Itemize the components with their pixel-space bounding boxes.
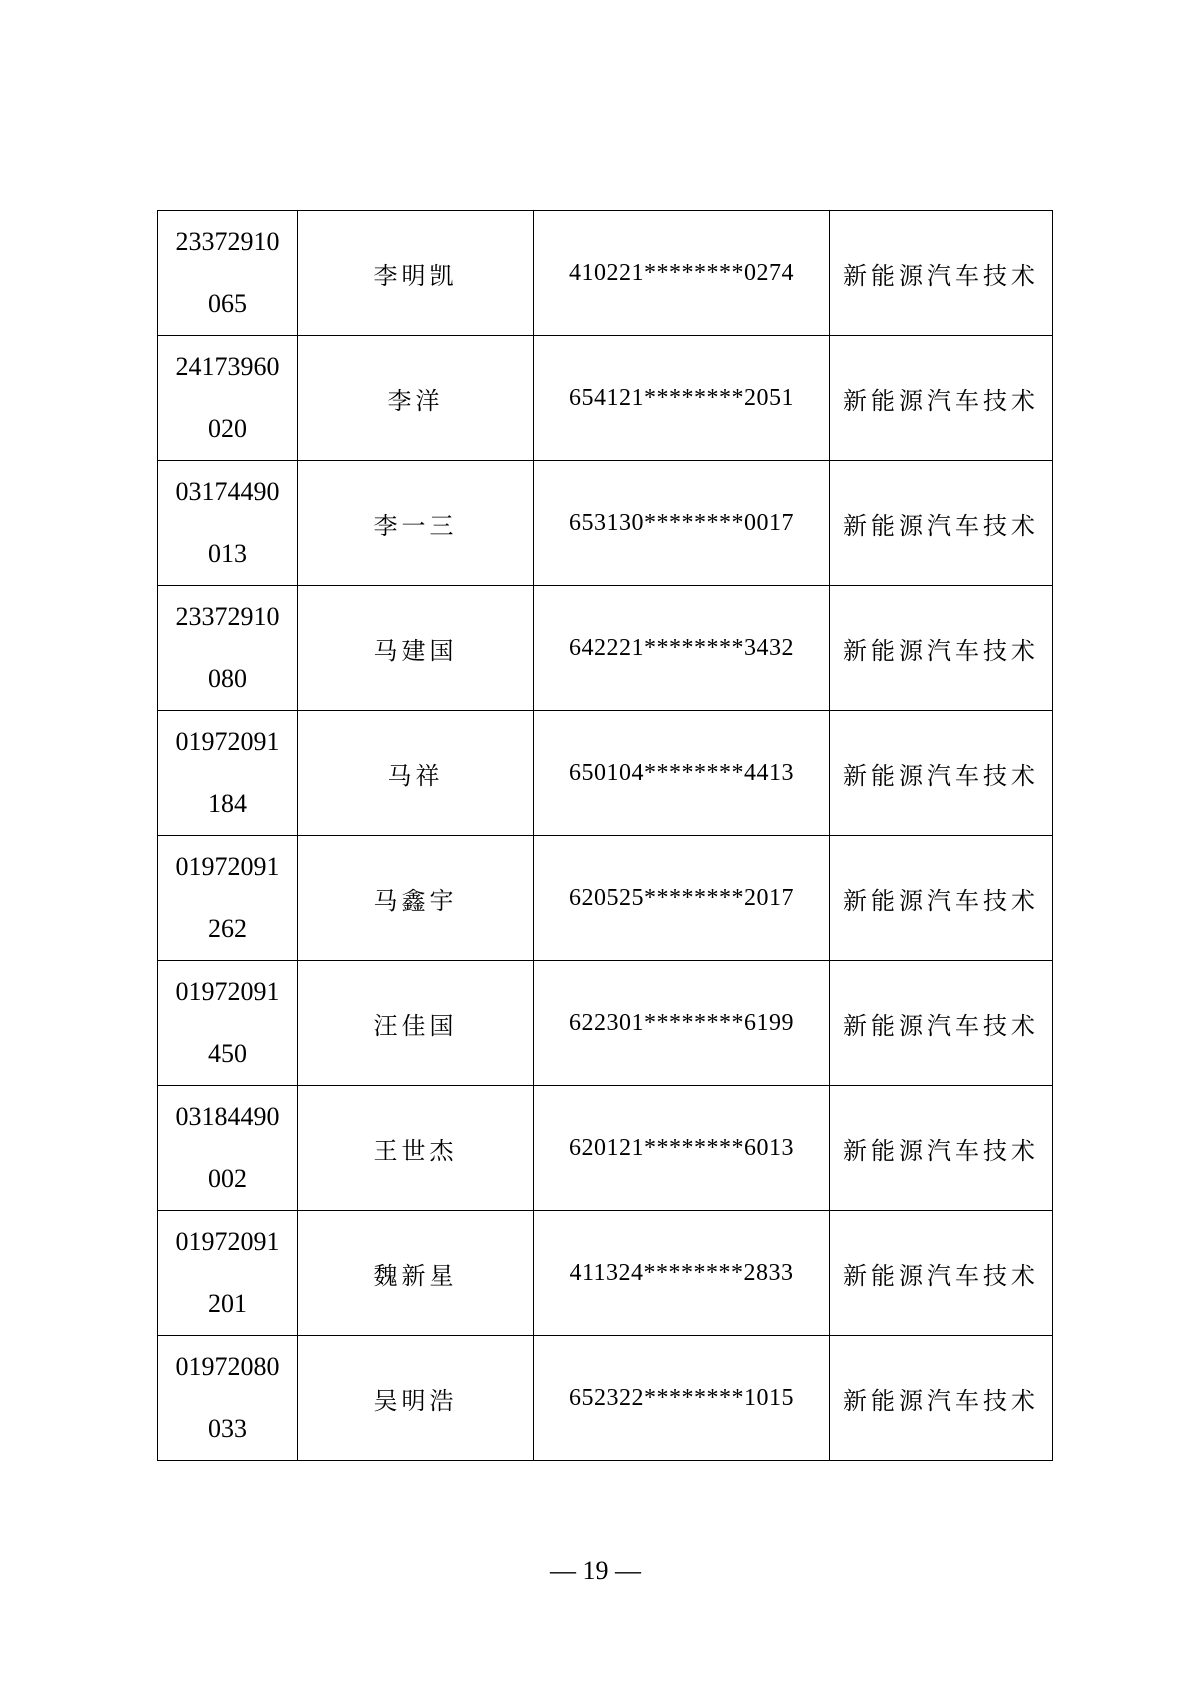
major-cell: 新能源汽车技术	[830, 211, 1053, 336]
id-card-cell: 411324********2833	[534, 1211, 830, 1336]
id-card-cell: 654121********2051	[534, 336, 830, 461]
student-number-cell	[158, 211, 298, 336]
table-row	[158, 1086, 1053, 1211]
student-number-cell	[158, 336, 298, 461]
student-number-part2: 013	[208, 539, 247, 568]
table-row	[158, 211, 1053, 336]
table-row	[158, 461, 1053, 586]
id-card-cell: 620121********6013	[534, 1086, 830, 1211]
major-cell: 新能源汽车技术	[830, 1336, 1053, 1461]
student-number-part2: 020	[208, 414, 247, 443]
student-number-part1: 01972080	[175, 1352, 280, 1381]
student-number-part2: 184	[208, 789, 247, 818]
student-number-cell	[158, 586, 298, 711]
student-number-part2: 002	[208, 1164, 247, 1193]
student-number-part1: 03184490	[175, 1102, 280, 1131]
name-cell: 李明凯	[298, 211, 534, 336]
student-number-part1: 23372910	[175, 227, 280, 256]
student-number-part1: 03174490	[175, 477, 280, 506]
table-row	[158, 1336, 1053, 1461]
student-number-part1: 01972091	[175, 1227, 280, 1256]
table-row	[158, 336, 1053, 461]
major-cell: 新能源汽车技术	[830, 586, 1053, 711]
id-card-cell: 642221********3432	[534, 586, 830, 711]
student-number-part1: 01972091	[175, 977, 280, 1006]
name-cell: 李洋	[298, 336, 534, 461]
id-card-cell: 653130********0017	[534, 461, 830, 586]
student-number-part2: 201	[208, 1289, 247, 1318]
student-number-part1: 23372910	[175, 602, 280, 631]
student-number-part2: 033	[208, 1414, 247, 1443]
name-cell: 马鑫宇	[298, 836, 534, 961]
name-cell: 马建国	[298, 586, 534, 711]
student-number-part1: 01972091	[175, 727, 280, 756]
student-number-cell	[158, 1336, 298, 1461]
student-number-part2: 065	[208, 289, 247, 318]
student-number-cell	[158, 1211, 298, 1336]
name-cell: 王世杰	[298, 1086, 534, 1211]
page-number: — 19 —	[550, 1556, 641, 1585]
id-card-cell: 620525********2017	[534, 836, 830, 961]
major-cell: 新能源汽车技术	[830, 1086, 1053, 1211]
id-card-cell: 650104********4413	[534, 711, 830, 836]
name-cell: 吴明浩	[298, 1336, 534, 1461]
id-card-cell: 410221********0274	[534, 211, 830, 336]
id-card-cell: 652322********1015	[534, 1336, 830, 1461]
student-number-part1: 01972091	[175, 852, 280, 881]
table-row	[158, 1211, 1053, 1336]
student-number-cell	[158, 961, 298, 1086]
id-card-cell: 622301********6199	[534, 961, 830, 1086]
student-number-part2: 450	[208, 1039, 247, 1068]
student-number-cell	[158, 1086, 298, 1211]
name-cell: 汪佳国	[298, 961, 534, 1086]
table-row	[158, 586, 1053, 711]
student-number-part2: 262	[208, 914, 247, 943]
table-row	[158, 711, 1053, 836]
student-number-cell	[158, 836, 298, 961]
major-cell: 新能源汽车技术	[830, 336, 1053, 461]
major-cell: 新能源汽车技术	[830, 836, 1053, 961]
major-cell: 新能源汽车技术	[830, 1211, 1053, 1336]
student-roster-table	[157, 210, 1053, 1461]
name-cell: 魏新星	[298, 1211, 534, 1336]
name-cell: 马祥	[298, 711, 534, 836]
student-number-part1: 24173960	[175, 352, 280, 381]
major-cell: 新能源汽车技术	[830, 961, 1053, 1086]
student-number-cell	[158, 461, 298, 586]
major-cell: 新能源汽车技术	[830, 461, 1053, 586]
table-row	[158, 836, 1053, 961]
major-cell: 新能源汽车技术	[830, 711, 1053, 836]
student-number-cell	[158, 711, 298, 836]
student-number-part2: 080	[208, 664, 247, 693]
table-row	[158, 961, 1053, 1086]
name-cell: 李一三	[298, 461, 534, 586]
